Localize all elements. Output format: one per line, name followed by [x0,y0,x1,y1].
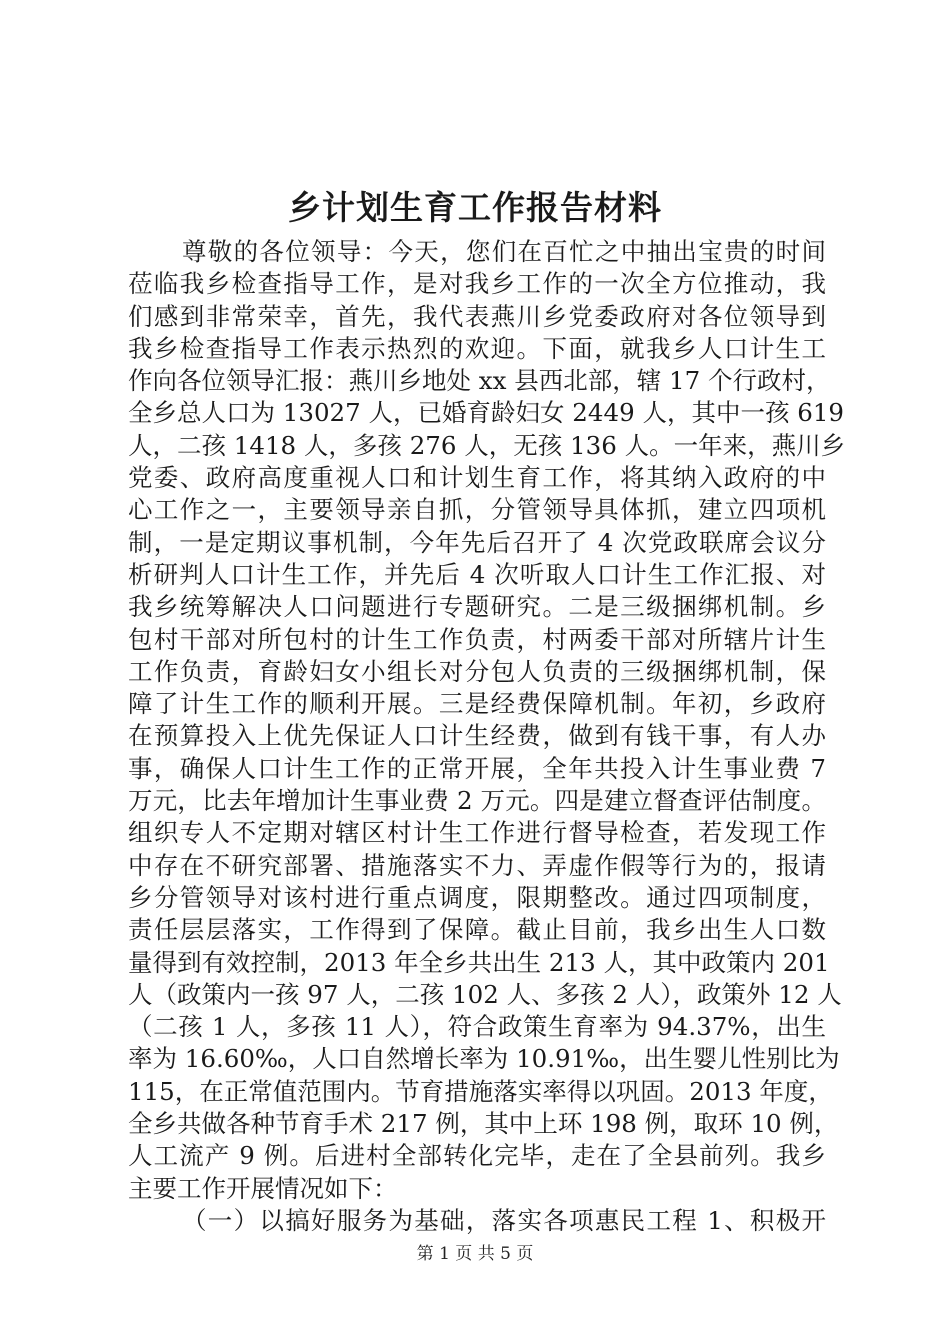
body-text [128,236,846,1237]
page-title: 乡计划生育工作报告材料 [288,188,662,227]
body-line: 析研判人口计生工作，并先后 4 次听取人口计生工作汇报、对 [128,559,826,589]
body-line: 我乡统筹解决人口问题进行专题研究。二是三级捆绑机制。乡 [128,592,826,622]
body-line: 主要工作开展情况如下： [128,1173,398,1203]
body-line: 障了计生工作的顺利开展。三是经费保障机制。年初，乡政府 [128,689,826,719]
body-line: 制，一是定期议事机制，今年先后召开了 4 次党政联席会议分 [128,527,826,557]
section-heading-line: （一）以搞好服务为基础，落实各项惠民工程 1、积极开 [182,1205,826,1235]
body-line: 万元，比去年增加计生事业费 2 万元。四是建立督查评估制度。 [128,786,826,816]
body-line: 心工作之一，主要领导亲自抓，分管领导具体抓，建立四项机 [128,495,826,525]
body-line: 党委、政府高度重视人口和计划生育工作，将其纳入政府的中 [128,463,826,493]
body-line: 全乡共做各种节育手术 217 例，其中上环 198 例，取环 10 例， [128,1109,839,1139]
body-line: 们感到非常荣幸，首先，我代表燕川乡党委政府对各位领导到 [128,301,826,331]
body-line: 乡分管领导对该村进行重点调度，限期整改。通过四项制度， [128,882,826,912]
body-line: 人工流产 9 例。后进村全部转化完毕，走在了全县前列。我乡 [128,1141,826,1171]
body-line: 事，确保人口计生工作的正常开展，全年共投入计生事业费 7 [128,753,826,783]
body-line: 115，在正常值范围内。节育措施落实率得以巩固。2013 年度， [128,1076,833,1106]
body-line: 工作负责，育龄妇女小组长对分包人负责的三级捆绑机制，保 [128,656,826,686]
body-line: 组织专人不定期对辖区村计生工作进行督导检查，若发现工作 [128,818,826,848]
body-line: 在预算投入上优先保证人口计生经费，做到有钱干事，有人办 [128,721,826,751]
body-line: 人，二孩 1418 人，多孩 276 人，无孩 136 人。一年来，燕川乡 [128,430,846,460]
body-line: 莅临我乡检查指导工作，是对我乡工作的一次全方位推动，我 [128,269,826,299]
body-line: 责任层层落实，工作得到了保障。截止目前，我乡出生人口数 [128,915,826,945]
body-line: 全乡总人口为 13027 人，已婚育龄妇女 2449 人，其中一孩 619 [128,398,844,428]
body-line: 作向各位领导汇报：燕川乡地处 xx 县西北部，辖 17 个行政村， [128,366,831,396]
body-line: 尊敬的各位领导：今天，您们在百忙之中抽出宝贵的时间 [182,237,826,266]
body-line: 人（政策内一孩 97 人，二孩 102 人、多孩 2 人），政策外 12 人 [128,979,842,1009]
body-line: 量得到有效控制，2013 年全乡共出生 213 人，其中政策内 201 [128,947,830,977]
page-footer: 第 1 页 共 5 页 [416,1244,534,1264]
body-line: （二孩 1 人，多孩 11 人），符合政策生育率为 94.37%，出生 [128,1012,826,1042]
body-line: 我乡检查指导工作表示热烈的欢迎。下面，就我乡人口计生工 [128,333,826,363]
body-line: 中存在不研究部署、措施落实不力、弄虚作假等行为的，报请 [128,850,826,880]
body-line: 率为 16.60‰，人口自然增长率为 10.91‰，出生婴儿性别比为 [128,1044,840,1074]
body-line: 包村干部对所包村的计生工作负责，村两委干部对所辖片计生 [128,624,826,654]
